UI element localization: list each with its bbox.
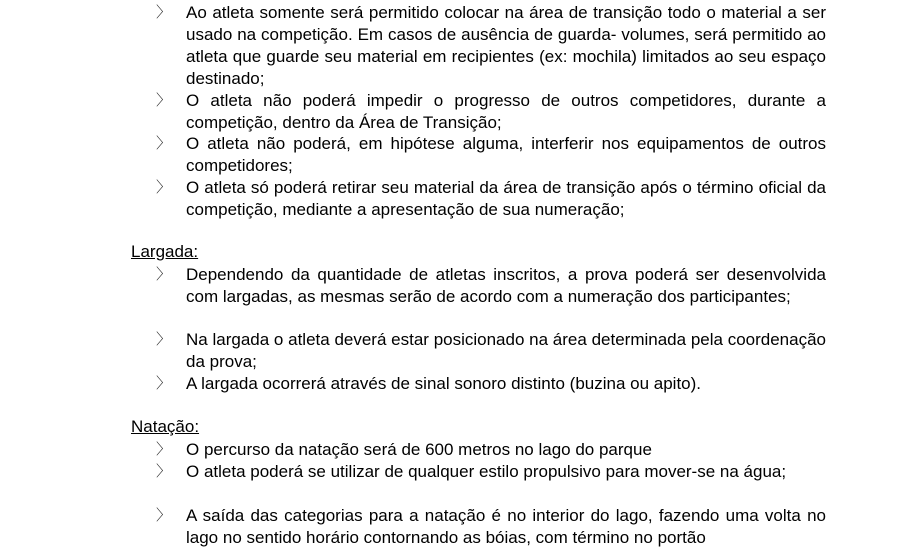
bullet-icon: 〉	[156, 135, 172, 152]
list-item	[156, 177, 826, 221]
list-item-text: Na largada o atleta deverá estar posicionado na área determinada pela coordenação da prova;	[186, 330, 826, 371]
list-item	[156, 439, 826, 461]
section-heading-natacao: Natação:	[131, 417, 200, 436]
list-item	[156, 264, 826, 308]
bullet-icon: 〉	[156, 331, 172, 348]
bullet-icon: 〉	[156, 179, 172, 196]
list-item-text: Ao atleta somente será permitido colocar na área de transição todo o material a ser usado na competição. Em casos de ausência de guarda- volumes, será permitido ao atleta que guarde seu material em recipientes (ex: mochila) limitados ao seu espaço destinado;	[186, 3, 826, 88]
bullet-icon: 〉	[156, 507, 172, 524]
bullet-icon: 〉	[156, 92, 172, 109]
list-item	[156, 373, 826, 395]
list-item-text: O atleta poderá se utilizar de qualquer estilo propulsivo para mover-se na água;	[186, 462, 787, 481]
list-item-text: A largada ocorrerá através de sinal sonoro distinto (buzina ou apito).	[186, 374, 702, 393]
bullet-icon: 〉	[156, 266, 172, 283]
list-item-text: A saída das categorias para a natação é no interior do lago, fazendo uma volta no lago no sentido horário contornando as bóias, com término no portão	[186, 506, 826, 547]
list-item-text: O atleta só poderá retirar seu material da área de transição após o término oficial da competição, mediante a apresentação de sua numeração;	[186, 178, 826, 219]
section-heading-largada: Largada:	[131, 242, 199, 261]
list-item	[156, 90, 826, 134]
list-item	[156, 329, 826, 373]
list-item-text: O atleta não poderá impedir o progresso de outros competidores, durante a competição, dentro da Área de Transição;	[186, 91, 826, 132]
bullet-icon: 〉	[156, 375, 172, 392]
bullet-icon: 〉	[156, 4, 172, 21]
list-item	[156, 461, 826, 483]
list-item-text: O atleta não poderá, em hipótese alguma, interferir nos equipamentos de outros competidores;	[186, 134, 826, 175]
list-item-text: O percurso da natação será de 600 metros no lago do parque	[186, 440, 652, 459]
list-item	[156, 505, 826, 555]
list-item-text: Dependendo da quantidade de atletas inscritos, a prova poderá ser desenvolvida com largadas, as mesmas serão de acordo com a numeração dos participantes;	[186, 265, 826, 306]
bullet-icon: 〉	[156, 463, 172, 480]
list-item	[156, 2, 826, 90]
list-item	[156, 133, 826, 177]
bullet-icon: 〉	[156, 441, 172, 458]
